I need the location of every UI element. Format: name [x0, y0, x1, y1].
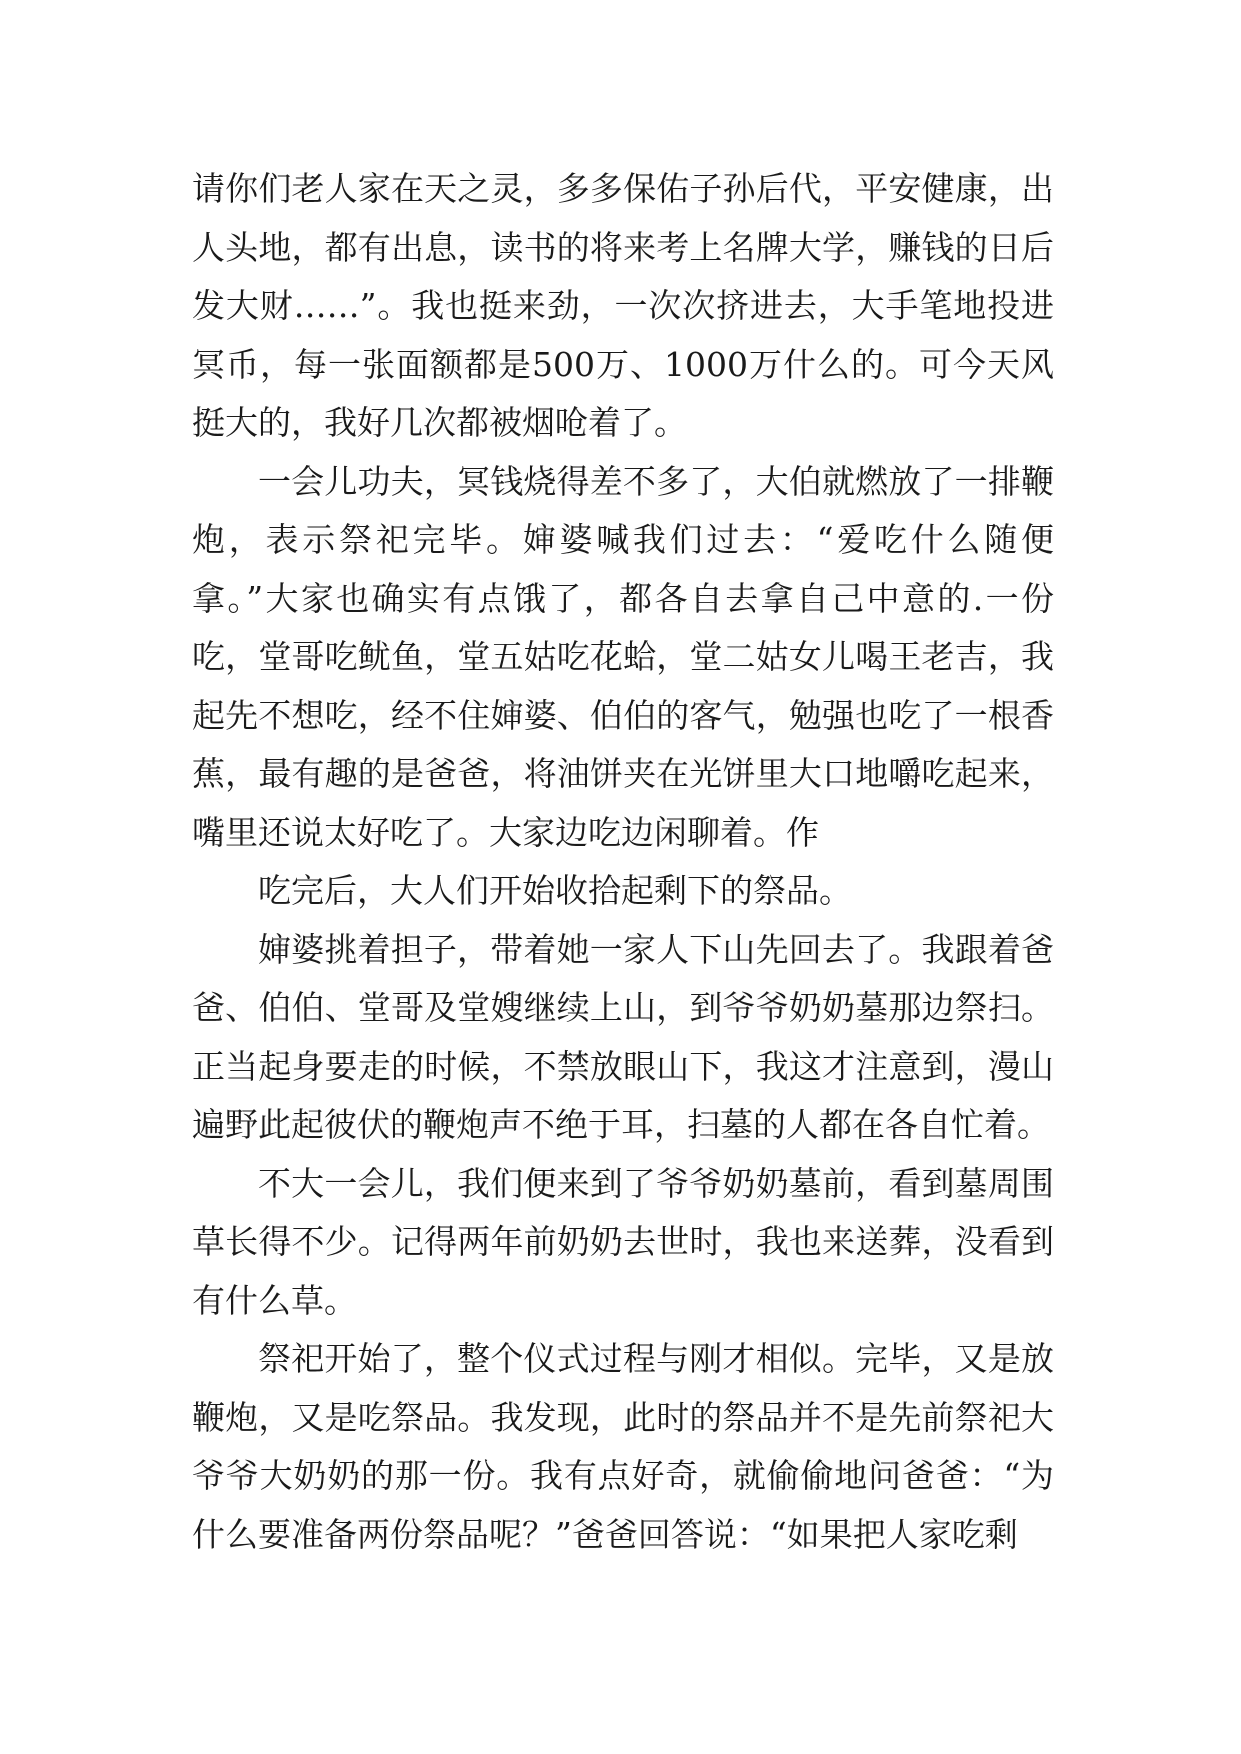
paragraph: 不大一会儿，我们便来到了爷爷奶奶墓前，看到墓周围草长得不少。记得两年前奶奶去世时，我也来送葬，没看到有什么草。: [192, 1163, 1054, 1320]
document-page: [192, 160, 1054, 1564]
paragraph: 吃完后，大人们开始收拾起剩下的祭品。: [258, 871, 852, 910]
paragraph: 祭祀开始了，整个仪式过程与刚才相似。完毕，又是放鞭炮，又是吃祭品。我发现，此时的祭品并不是先前祭祀大爷爷大奶奶的那一份。我有点好奇，就偷偷地问爸爸：“为什么要准备两份祭品呢？”爸爸回答说：“如果把人家吃剩: [192, 1339, 1054, 1554]
paragraph: 请你们老人家在天之灵，多多保佑子孙后代，平安健康，出人头地，都有出息，读书的将来考上名牌大学，赚钱的日后发大财……”。我也挺来劲，一次次挤进去，大手笔地投进冥币，每一张面额都是500万、1000万什么的。可今天风挺大的，我好几次都被烟呛着了。: [192, 169, 1054, 442]
paragraph: 一会儿功夫，冥钱烧得差不多了，大伯就燃放了一排鞭炮，表示祭祀完毕。婶婆喊我们过去：“爱吃什么随便拿。”大家也确实有点饿了，都各自去拿自己中意的.一份吃，堂哥吃鱿鱼，堂五姑吃花蛤，堂二姑女儿喝王老吉，我起先不想吃，经不住婶婆、伯伯的客气，勉强也吃了一根香蕉，最有趣的是爸爸，将油饼夹在光饼里大口地嚼吃起来，嘴里还说太好吃了。大家边吃边闲聊着。作: [192, 461, 1054, 852]
paragraph: 婶婆挑着担子，带着她一家人下山先回去了。我跟着爸爸、伯伯、堂哥及堂嫂继续上山，到爷爷奶奶墓那边祭扫。正当起身要走的时候，不禁放眼山下，我这才注意到，漫山遍野此起彼伏的鞭炮声不绝于耳，扫墓的人都在各自忙着。: [192, 929, 1054, 1144]
